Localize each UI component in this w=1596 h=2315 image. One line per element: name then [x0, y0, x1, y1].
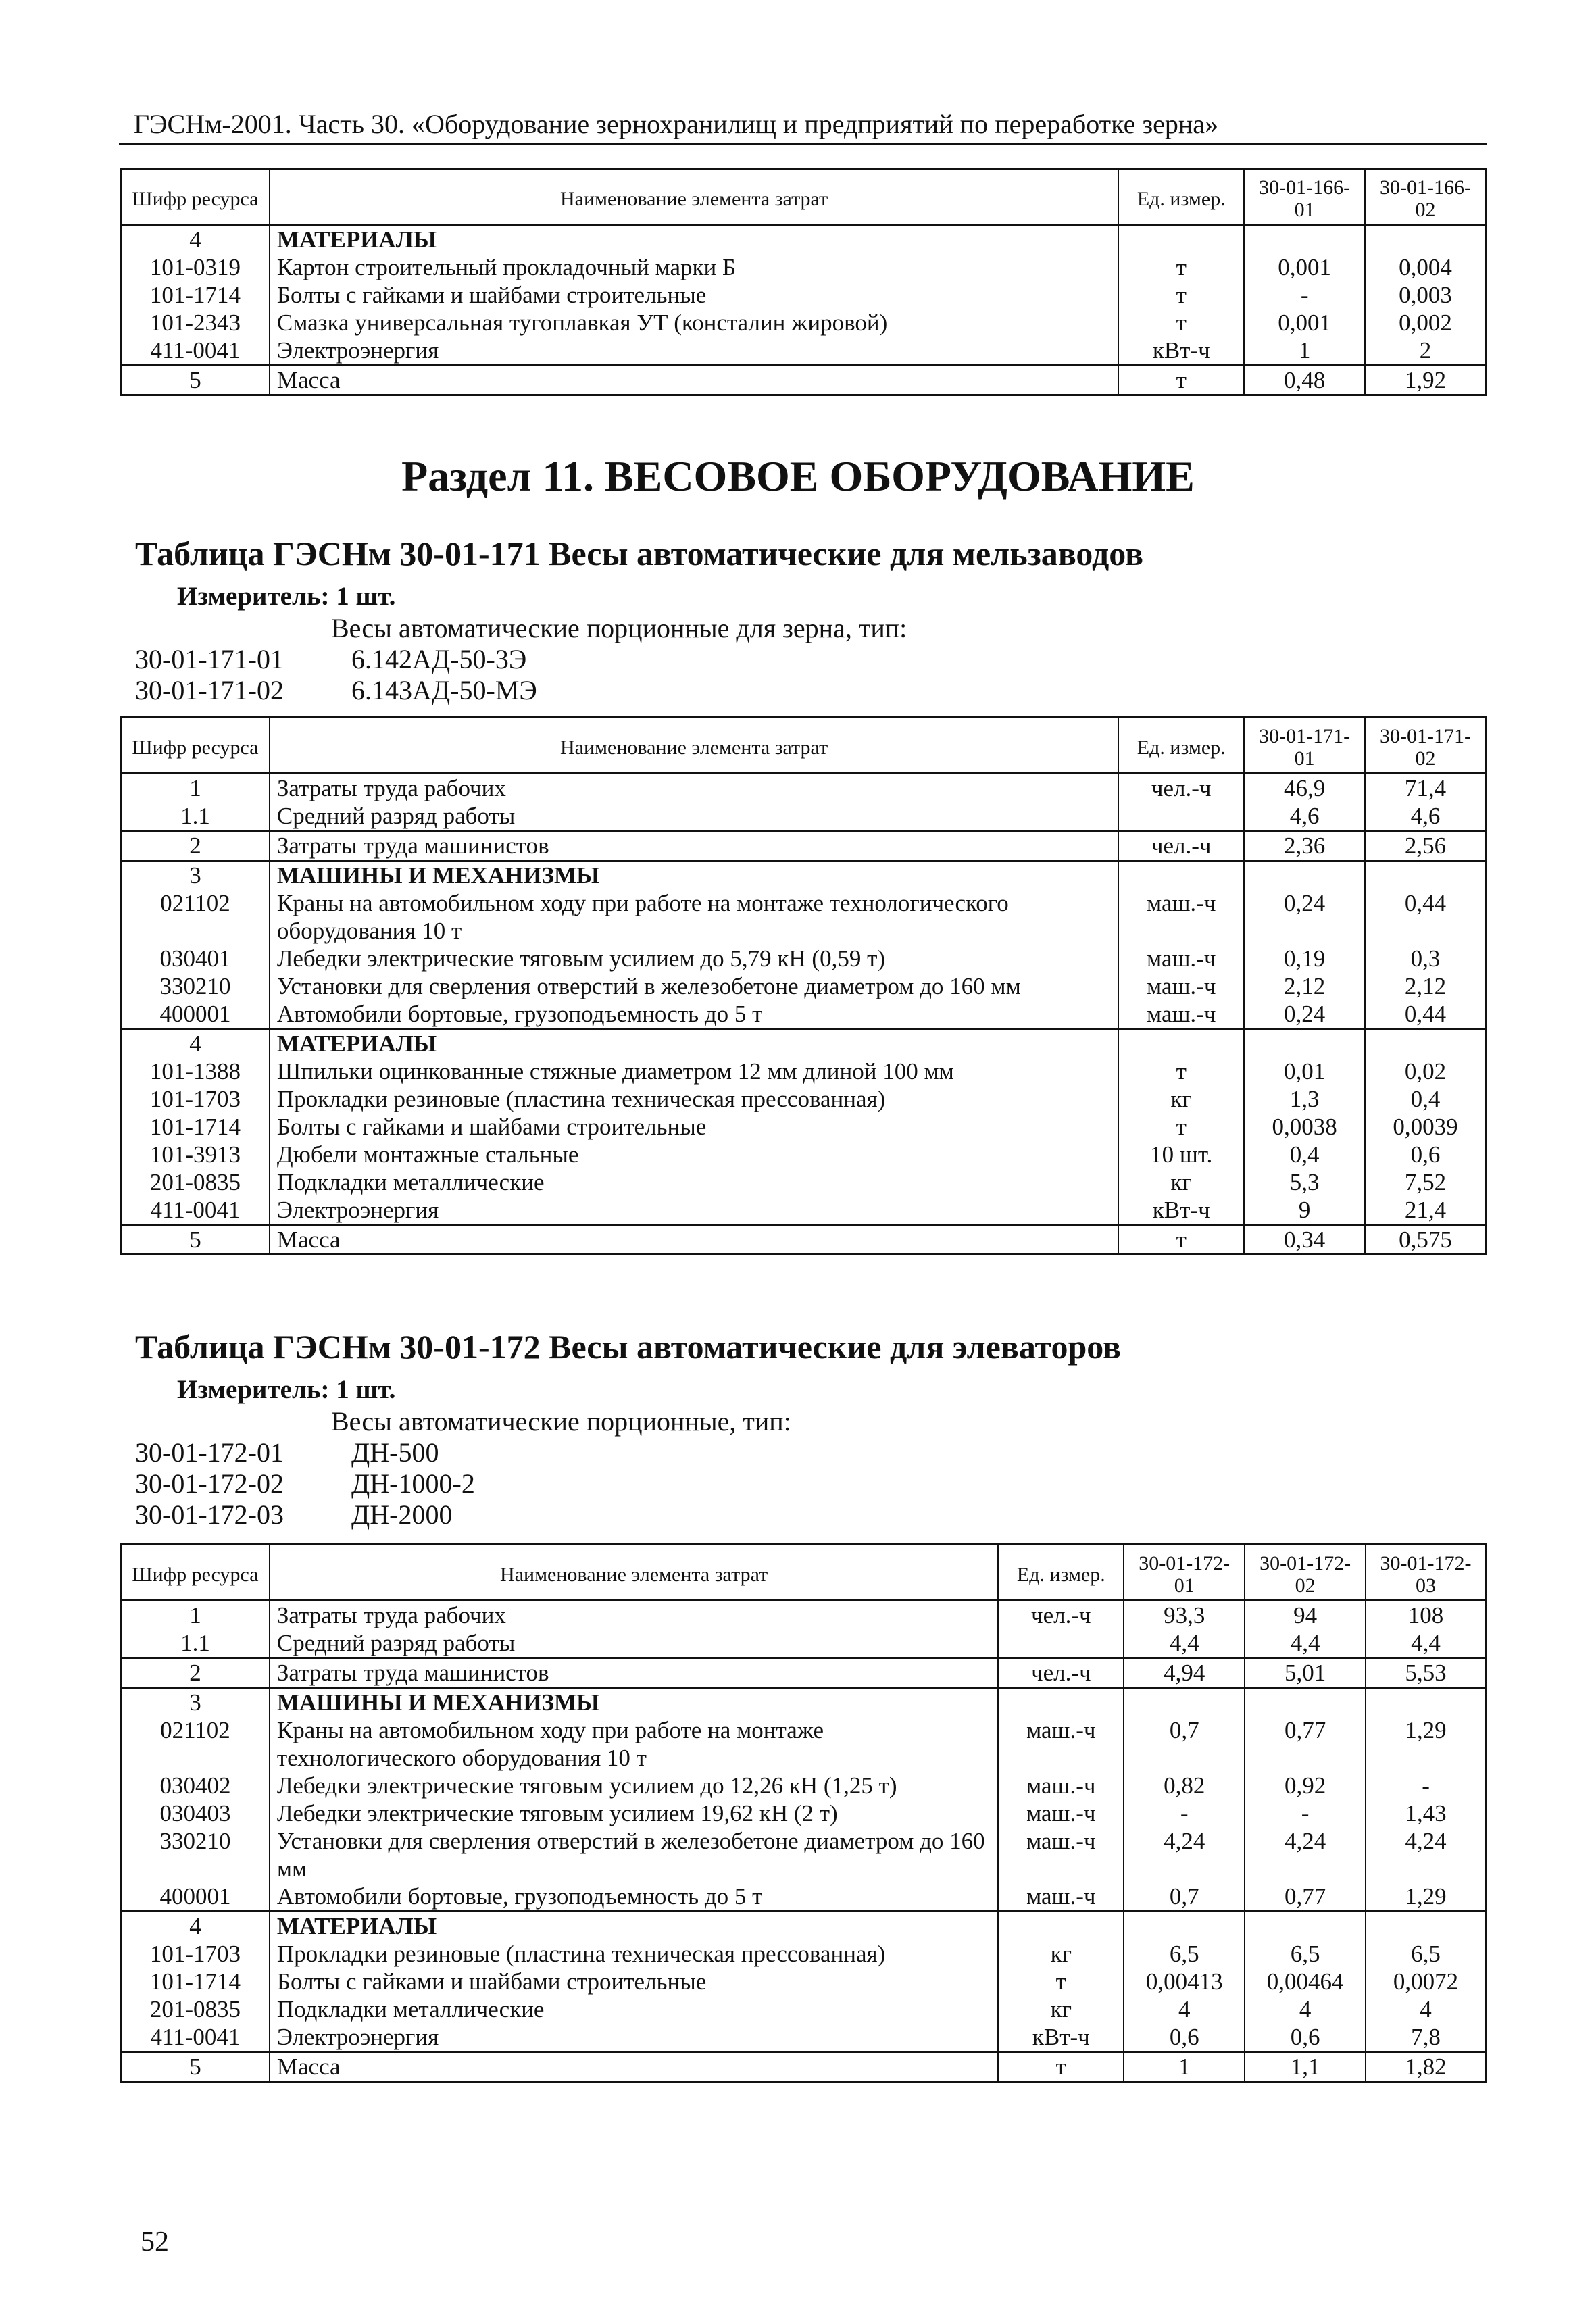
resource-code: 4 — [121, 225, 270, 254]
table-row — [121, 337, 1486, 366]
cost-element-name: Подкладки металлические — [270, 1995, 999, 2023]
variant-code-row — [135, 643, 526, 675]
table-row — [121, 1827, 1486, 1883]
resource-code: 4 — [121, 1912, 270, 1941]
norm-value: 94 — [1245, 1601, 1366, 1630]
norm-value: 0,001 — [1244, 253, 1365, 281]
norm-value: 4 — [1366, 1995, 1486, 2023]
total-row — [121, 366, 1486, 395]
cost-element-name: Средний разряд работы — [270, 802, 1118, 831]
norm-value: 2,12 — [1365, 972, 1486, 1000]
resource-code: 2 — [121, 1658, 270, 1688]
table-row — [121, 972, 1486, 1000]
table-row — [121, 1883, 1486, 1912]
variant-code: 30-01-171-02 — [135, 675, 284, 705]
table-header-row — [121, 169, 1486, 225]
norm-value: 0,003 — [1365, 281, 1486, 309]
unit-of-measure: маш.-ч — [998, 1799, 1124, 1827]
resource-code: 4 — [121, 1029, 270, 1058]
resource-code: 101-3913 — [121, 1141, 270, 1168]
norm-value: 5,3 — [1244, 1168, 1365, 1196]
resource-code: 030401 — [121, 945, 270, 972]
cost-element-name: Масса — [270, 2052, 999, 2082]
resource-code: 201-0835 — [121, 1995, 270, 2023]
unit-of-measure: т — [1118, 309, 1244, 337]
unit-of-measure: маш.-ч — [998, 1827, 1124, 1883]
unit-of-measure: т — [1118, 253, 1244, 281]
cost-element-name: Прокладки резиновые (пластина техническая прессованная) — [270, 1085, 1118, 1113]
norm-value: 0,0039 — [1365, 1113, 1486, 1141]
unit-of-measure: т — [998, 1968, 1124, 1995]
resource-code: 101-1714 — [121, 1968, 270, 1995]
cost-element-name: Подкладки металлические — [270, 1168, 1118, 1196]
norm-value: 71,4 — [1365, 774, 1486, 803]
unit-of-measure — [1118, 225, 1244, 254]
norm-value — [1365, 225, 1486, 254]
table-header-row — [121, 1545, 1486, 1601]
norm-value: - — [1244, 281, 1365, 309]
resource-code: 330210 — [121, 1827, 270, 1883]
norm-value: 0,48 — [1244, 366, 1365, 395]
cost-element-name: Затраты труда рабочих — [270, 774, 1118, 803]
norm-value — [1245, 1688, 1366, 1717]
norm-value: 4,24 — [1245, 1827, 1366, 1883]
norm-value: 4 — [1245, 1995, 1366, 2023]
norm-value — [1124, 1688, 1245, 1717]
column-header-name: Наименование элемента затрат — [270, 1545, 999, 1601]
total-row — [121, 1225, 1486, 1255]
table-row — [121, 253, 1486, 281]
column-header-value: 30-01-171-02 — [1365, 718, 1486, 774]
norm-value: 0,44 — [1365, 1000, 1486, 1029]
table-row — [121, 1968, 1486, 1995]
table-row — [121, 1000, 1486, 1029]
unit-of-measure: 10 шт. — [1118, 1141, 1244, 1168]
unit-of-measure: кг — [1118, 1168, 1244, 1196]
norm-value: 0,0038 — [1244, 1113, 1365, 1141]
table-row — [121, 2023, 1486, 2052]
column-header-value: 30-01-166-01 — [1244, 169, 1365, 225]
variant-type: ДН-1000-2 — [351, 1468, 475, 1499]
unit-of-measure — [998, 1629, 1124, 1658]
norm-value: 0,002 — [1365, 309, 1486, 337]
resource-code: 101-1714 — [121, 281, 270, 309]
cost-element-name: МАТЕРИАЛЫ — [270, 225, 1118, 254]
table-row — [121, 1601, 1486, 1630]
cost-element-name: Затраты труда машинистов — [270, 831, 1118, 861]
unit-of-measure: кг — [998, 1995, 1124, 2023]
norm-value: 4,24 — [1366, 1827, 1486, 1883]
norm-value: 21,4 — [1365, 1196, 1486, 1225]
norm-value: 0,7 — [1124, 1883, 1245, 1912]
resource-code: 1.1 — [121, 802, 270, 831]
norm-value — [1366, 1688, 1486, 1717]
group-heading-row — [121, 1912, 1486, 1941]
column-header-value: 30-01-172-01 — [1124, 1545, 1245, 1601]
resource-code: 400001 — [121, 1883, 270, 1912]
variant-type: ДН-500 — [351, 1437, 439, 1468]
cost-element-name: Затраты труда машинистов — [270, 1658, 999, 1688]
column-header-name: Наименование элемента затрат — [270, 718, 1118, 774]
variant-type: ДН-2000 — [351, 1499, 453, 1530]
norm-value: 7,8 — [1366, 2023, 1486, 2052]
norm-value: - — [1124, 1799, 1245, 1827]
norm-value — [1244, 1029, 1365, 1058]
norm-value: 0,4 — [1365, 1085, 1486, 1113]
table-row — [121, 1995, 1486, 2023]
intro-171: Весы автоматические порционные для зерна, тип: — [331, 613, 907, 643]
table-row — [121, 1772, 1486, 1799]
variant-code-row — [135, 1437, 439, 1468]
norm-value — [1124, 1912, 1245, 1941]
header-rule — [119, 143, 1487, 145]
section-title: Раздел 11. ВЕСОВОЕ ОБОРУДОВАНИЕ — [401, 452, 1195, 500]
table-row — [121, 1196, 1486, 1225]
resource-code: 330210 — [121, 972, 270, 1000]
resource-code: 3 — [121, 861, 270, 890]
table-row — [121, 1057, 1486, 1085]
table-row — [121, 831, 1486, 861]
unit-of-measure: маш.-ч — [998, 1883, 1124, 1912]
total-row — [121, 2052, 1486, 2082]
norm-value: 1,92 — [1365, 366, 1486, 395]
unit-of-measure: кг — [1118, 1085, 1244, 1113]
variant-code-row — [135, 1468, 475, 1499]
cost-element-name: Болты с гайками и шайбами строительные — [270, 1968, 999, 1995]
norm-value: 1 — [1124, 2052, 1245, 2082]
resource-code: 021102 — [121, 889, 270, 945]
cost-element-name: Установки для сверления отверстий в железобетоне диаметром до 160 мм — [270, 972, 1118, 1000]
norm-value: 6,5 — [1124, 1940, 1245, 1968]
unit-of-measure: кг — [998, 1940, 1124, 1968]
norm-value: 0,4 — [1244, 1141, 1365, 1168]
norm-value: 0,77 — [1245, 1883, 1366, 1912]
norm-value: 0,7 — [1124, 1716, 1245, 1772]
norm-value: 5,53 — [1366, 1658, 1486, 1688]
resource-code: 201-0835 — [121, 1168, 270, 1196]
unit-of-measure: чел.-ч — [998, 1658, 1124, 1688]
norm-value: 0,001 — [1244, 309, 1365, 337]
norm-value: 0,02 — [1365, 1057, 1486, 1085]
resource-code: 101-1388 — [121, 1057, 270, 1085]
norm-value — [1366, 1912, 1486, 1941]
resource-code: 1.1 — [121, 1629, 270, 1658]
column-header-code: Шифр ресурса — [121, 169, 270, 225]
cost-element-name: Масса — [270, 366, 1118, 395]
norm-value: 93,3 — [1124, 1601, 1245, 1630]
norm-value: 0,01 — [1244, 1057, 1365, 1085]
norm-value: 0,24 — [1244, 889, 1365, 945]
column-header-name: Наименование элемента затрат — [270, 169, 1118, 225]
norm-value: 2,36 — [1244, 831, 1365, 861]
cost-element-name: МАШИНЫ И МЕХАНИЗМЫ — [270, 861, 1118, 890]
resource-code: 101-1714 — [121, 1113, 270, 1141]
table-row — [121, 1658, 1486, 1688]
cost-element-name: Болты с гайками и шайбами строительные — [270, 1113, 1118, 1141]
norm-value: 4,4 — [1124, 1629, 1245, 1658]
column-header-value: 30-01-172-02 — [1245, 1545, 1366, 1601]
resource-code: 030402 — [121, 1772, 270, 1799]
resource-code: 101-2343 — [121, 309, 270, 337]
resource-code: 5 — [121, 1225, 270, 1255]
resource-code: 101-0319 — [121, 253, 270, 281]
cost-element-name: Картон строительный прокладочный марки Б — [270, 253, 1118, 281]
variant-code-row — [135, 1499, 453, 1530]
resource-code: 411-0041 — [121, 2023, 270, 2052]
column-header-unit: Ед. измер. — [1118, 718, 1244, 774]
norm-value — [1245, 1912, 1366, 1941]
norm-value — [1365, 861, 1486, 890]
group-heading-row — [121, 861, 1486, 890]
resource-code: 2 — [121, 831, 270, 861]
norm-value: 0,00413 — [1124, 1968, 1245, 1995]
norm-value: 108 — [1366, 1601, 1486, 1630]
norm-value: 0,19 — [1244, 945, 1365, 972]
cost-element-name: Краны на автомобильном ходу при работе на монтаже технологического оборудования 10 т — [270, 1716, 999, 1772]
unit-of-measure: чел.-ч — [1118, 831, 1244, 861]
cost-element-name: Автомобили бортовые, грузоподъемность до 5 т — [270, 1000, 1118, 1029]
table-row — [121, 1168, 1486, 1196]
cost-element-name: Электроэнергия — [270, 337, 1118, 366]
cost-element-name: Дюбели монтажные стальные — [270, 1141, 1118, 1168]
norm-value — [1365, 1029, 1486, 1058]
unit-of-measure — [998, 1912, 1124, 1941]
resource-code: 101-1703 — [121, 1940, 270, 1968]
norm-value: 4,6 — [1365, 802, 1486, 831]
table-title-171: Таблица ГЭСНм 30-01-171 Весы автоматические для мельзаводов — [135, 534, 1143, 572]
cost-element-name: Шпильки оцинкованные стяжные диаметром 12 мм длиной 100 мм — [270, 1057, 1118, 1085]
unit-of-measure: маш.-ч — [998, 1772, 1124, 1799]
norm-value: 4,94 — [1124, 1658, 1245, 1688]
column-header-unit: Ед. измер. — [1118, 169, 1244, 225]
norm-value: 46,9 — [1244, 774, 1365, 803]
cost-element-name: Автомобили бортовые, грузоподъемность до 5 т — [270, 1883, 999, 1912]
cost-element-name: Смазка универсальная тугоплавкая УТ (консталин жировой) — [270, 309, 1118, 337]
unit-of-measure: т — [998, 2052, 1124, 2082]
column-header-code: Шифр ресурса — [121, 1545, 270, 1601]
table-row — [121, 1629, 1486, 1658]
resource-code: 5 — [121, 366, 270, 395]
unit-of-measure — [1118, 1029, 1244, 1058]
unit-of-measure: кВт-ч — [1118, 1196, 1244, 1225]
variant-code: 30-01-172-02 — [135, 1468, 284, 1499]
resource-code: 5 — [121, 2052, 270, 2082]
running-header: ГЭСНм-2001. Часть 30. «Оборудование зернохранилищ и предприятий по переработке зерна» — [134, 109, 1219, 139]
norm-value: 0,575 — [1365, 1225, 1486, 1255]
variant-code-row — [135, 674, 537, 706]
unit-of-measure: чел.-ч — [1118, 774, 1244, 803]
column-header-value: 30-01-172-03 — [1366, 1545, 1486, 1601]
cost-element-name: Лебедки электрические тяговым усилием 19,62 кН (2 т) — [270, 1799, 999, 1827]
norm-value: 0,6 — [1245, 2023, 1366, 2052]
variant-type: 6.143АД-50-МЭ — [351, 675, 537, 705]
unit-of-measure: кВт-ч — [998, 2023, 1124, 2052]
table-row — [121, 309, 1486, 337]
table-row — [121, 945, 1486, 972]
table-row — [121, 1940, 1486, 1968]
table-row — [121, 1113, 1486, 1141]
norm-value: 5,01 — [1245, 1658, 1366, 1688]
unit-of-measure: т — [1118, 1113, 1244, 1141]
norm-value: 4 — [1124, 1995, 1245, 2023]
norm-value: 0,44 — [1365, 889, 1486, 945]
norm-value: 6,5 — [1366, 1940, 1486, 1968]
resource-code: 1 — [121, 774, 270, 803]
cost-element-name: Затраты труда рабочих — [270, 1601, 999, 1630]
norm-value: 2 — [1365, 337, 1486, 366]
norm-value: 4,4 — [1366, 1629, 1486, 1658]
unit-of-measure: маш.-ч — [998, 1716, 1124, 1772]
table-row — [121, 1141, 1486, 1168]
cost-element-name: Краны на автомобильном ходу при работе на монтаже технологического оборудования 10 т — [270, 889, 1118, 945]
table-row — [121, 774, 1486, 803]
unit-of-measure: т — [1118, 1225, 1244, 1255]
norm-value: 1,1 — [1245, 2052, 1366, 2082]
unit-of-measure — [998, 1688, 1124, 1717]
norm-value: 1,43 — [1366, 1799, 1486, 1827]
variant-type: 6.142АД-50-3Э — [351, 644, 527, 674]
unit-of-measure: т — [1118, 281, 1244, 309]
cost-element-name: Лебедки электрические тяговым усилием до 12,26 кН (1,25 т) — [270, 1772, 999, 1799]
unit-of-measure — [1118, 802, 1244, 831]
norm-value: 4,4 — [1245, 1629, 1366, 1658]
column-header-value: 30-01-166-02 — [1365, 169, 1486, 225]
norm-value: 2,56 — [1365, 831, 1486, 861]
norm-value: 6,5 — [1245, 1940, 1366, 1968]
cost-element-name: МАШИНЫ И МЕХАНИЗМЫ — [270, 1688, 999, 1717]
unit-of-measure: маш.-ч — [1118, 889, 1244, 945]
unit-of-measure: т — [1118, 1057, 1244, 1085]
norm-value: 2,12 — [1244, 972, 1365, 1000]
norm-value: - — [1366, 1772, 1486, 1799]
variant-code: 30-01-172-03 — [135, 1499, 284, 1530]
cost-element-name: Масса — [270, 1225, 1118, 1255]
unit-of-measure: маш.-ч — [1118, 1000, 1244, 1029]
table-row — [121, 1799, 1486, 1827]
cost-element-name: Средний разряд работы — [270, 1629, 999, 1658]
table-header-row — [121, 718, 1486, 774]
norm-value: 4,6 — [1244, 802, 1365, 831]
table-title-172: Таблица ГЭСНм 30-01-172 Весы автоматические для элеваторов — [135, 1328, 1122, 1366]
table-row — [121, 889, 1486, 945]
norm-value: 0,3 — [1365, 945, 1486, 972]
table-row — [121, 802, 1486, 831]
resource-table-172 — [120, 1543, 1487, 2083]
resource-table-166 — [120, 168, 1487, 396]
cost-element-name: Прокладки резиновые (пластина техническая прессованная) — [270, 1940, 999, 1968]
norm-value — [1244, 225, 1365, 254]
cost-element-name: Лебедки электрические тяговым усилием до 5,79 кН (0,59 т) — [270, 945, 1118, 972]
column-header-value: 30-01-171-01 — [1244, 718, 1365, 774]
resource-code: 021102 — [121, 1716, 270, 1772]
norm-value: 1,3 — [1244, 1085, 1365, 1113]
norm-value: 1,82 — [1366, 2052, 1486, 2082]
norm-value: 7,52 — [1365, 1168, 1486, 1196]
unit-of-measure: маш.-ч — [1118, 972, 1244, 1000]
resource-code: 400001 — [121, 1000, 270, 1029]
cost-element-name: МАТЕРИАЛЫ — [270, 1029, 1118, 1058]
variant-code: 30-01-172-01 — [135, 1437, 284, 1468]
unit-of-measure: т — [1118, 366, 1244, 395]
group-heading-row — [121, 1688, 1486, 1717]
table-row — [121, 1716, 1486, 1772]
cost-element-name: Электроэнергия — [270, 2023, 999, 2052]
resource-code: 411-0041 — [121, 337, 270, 366]
measure-172: Измеритель: 1 шт. — [177, 1375, 396, 1404]
norm-value: 1 — [1244, 337, 1365, 366]
measure-171: Измеритель: 1 шт. — [177, 582, 396, 611]
norm-value: 0,82 — [1124, 1772, 1245, 1799]
unit-of-measure: кВт-ч — [1118, 337, 1244, 366]
table-row — [121, 281, 1486, 309]
unit-of-measure: чел.-ч — [998, 1601, 1124, 1630]
cost-element-name: Установки для сверления отверстий в железобетоне диаметром до 160 мм — [270, 1827, 999, 1883]
norm-value: 0,004 — [1365, 253, 1486, 281]
column-header-unit: Ед. измер. — [998, 1545, 1124, 1601]
variant-code: 30-01-171-01 — [135, 644, 284, 674]
norm-value: 1,29 — [1366, 1716, 1486, 1772]
norm-value: 9 — [1244, 1196, 1365, 1225]
norm-value: 4,24 — [1124, 1827, 1245, 1883]
norm-value: 0,24 — [1244, 1000, 1365, 1029]
norm-value — [1244, 861, 1365, 890]
group-heading-row — [121, 1029, 1486, 1058]
norm-value: - — [1245, 1799, 1366, 1827]
resource-code: 1 — [121, 1601, 270, 1630]
norm-value: 1,29 — [1366, 1883, 1486, 1912]
norm-value: 0,0072 — [1366, 1968, 1486, 1995]
intro-172: Весы автоматические порционные, тип: — [331, 1406, 791, 1437]
column-header-code: Шифр ресурса — [121, 718, 270, 774]
norm-value: 0,77 — [1245, 1716, 1366, 1772]
table-row — [121, 1085, 1486, 1113]
resource-code: 030403 — [121, 1799, 270, 1827]
norm-value: 0,00464 — [1245, 1968, 1366, 1995]
resource-code: 411-0041 — [121, 1196, 270, 1225]
unit-of-measure — [1118, 861, 1244, 890]
norm-value: 0,92 — [1245, 1772, 1366, 1799]
norm-value: 0,6 — [1365, 1141, 1486, 1168]
page-number: 52 — [141, 2226, 169, 2258]
unit-of-measure: маш.-ч — [1118, 945, 1244, 972]
resource-code: 101-1703 — [121, 1085, 270, 1113]
resource-code: 3 — [121, 1688, 270, 1717]
cost-element-name: МАТЕРИАЛЫ — [270, 1912, 999, 1941]
resource-table-171 — [120, 716, 1487, 1255]
cost-element-name: Электроэнергия — [270, 1196, 1118, 1225]
norm-value: 0,6 — [1124, 2023, 1245, 2052]
norm-value: 0,34 — [1244, 1225, 1365, 1255]
group-heading-row — [121, 225, 1486, 254]
cost-element-name: Болты с гайками и шайбами строительные — [270, 281, 1118, 309]
